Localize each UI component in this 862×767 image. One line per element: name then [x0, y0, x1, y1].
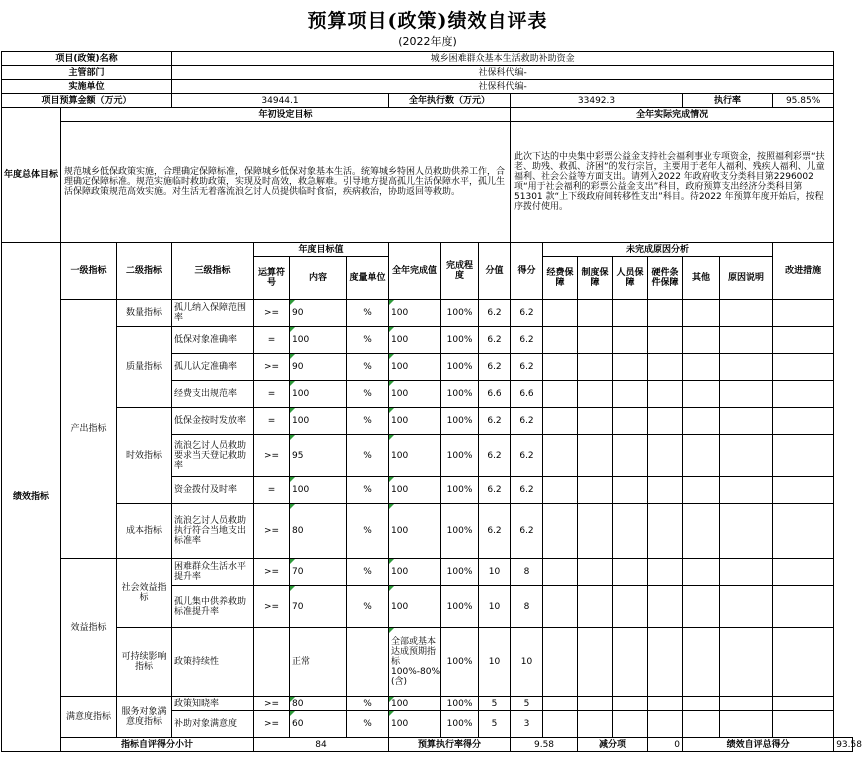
header-reason-group: 未完成原因分析 — [543, 243, 773, 257]
indicator-score-value: 6.6 — [479, 381, 511, 408]
dept-label: 主管部门 — [2, 66, 172, 80]
indicator-name: 政策持续性 — [172, 628, 254, 697]
indicator-target: 95 — [290, 435, 347, 477]
actual-goal-header: 全年实际完成情况 — [511, 108, 834, 122]
header-reason-funds: 经费保障 — [543, 257, 578, 300]
indicator-unit: % — [347, 504, 389, 559]
total-value: 93.58 — [834, 738, 853, 752]
indicator-score: 6.2 — [511, 477, 543, 504]
indicator-degree: 100% — [441, 435, 479, 477]
indicator-degree: 100% — [441, 327, 479, 354]
indicator-name: 补助对象满意度 — [172, 711, 254, 738]
indicator-name: 孤儿纳入保障范围率 — [172, 300, 254, 327]
indicator-unit — [347, 628, 389, 697]
indicator-operator: >= — [254, 711, 290, 738]
indicator-unit: % — [347, 300, 389, 327]
indicator-unit: % — [347, 559, 389, 586]
goals-label: 年度总体目标 — [2, 108, 61, 243]
indicator-complete-value: 100 — [389, 697, 441, 711]
indicator-operator: = — [254, 327, 290, 354]
indicator-name: 孤儿集中供养救助标准提升率 — [172, 586, 254, 628]
indicator-score-value: 6.2 — [479, 504, 511, 559]
indicator-score: 6.2 — [511, 327, 543, 354]
indicator-degree: 100% — [441, 628, 479, 697]
indicator-unit: % — [347, 435, 389, 477]
indicator-unit: % — [347, 327, 389, 354]
subgroup-satisfaction: 服务对象满意度指标 — [117, 697, 172, 738]
indicator-score: 5 — [511, 697, 543, 711]
indicator-target: 100 — [290, 327, 347, 354]
header-reason-note: 原因说明 — [720, 257, 773, 300]
subgroup-timeliness: 时效指标 — [117, 408, 172, 504]
indicator-score: 6.2 — [511, 408, 543, 435]
indicator-score-value: 6.2 — [479, 354, 511, 381]
indicator-score: 6.2 — [511, 300, 543, 327]
indicator-degree: 100% — [441, 697, 479, 711]
indicator-complete-value: 全部或基本达成预期指标100%-80%(含) — [389, 628, 441, 697]
indicator-degree: 100% — [441, 408, 479, 435]
indicator-score: 10 — [511, 628, 543, 697]
rate-value: 95.85% — [773, 94, 834, 108]
subtotal-label: 指标自评得分小计 — [61, 738, 254, 752]
indicator-operator: >= — [254, 435, 290, 477]
indicator-score-value: 6.2 — [479, 477, 511, 504]
header-unit: 度量单位 — [347, 257, 389, 300]
project-label: 项目(政策)名称 — [2, 52, 172, 66]
indicator-score-value: 6.2 — [479, 408, 511, 435]
initial-goal-header: 年初设定目标 — [61, 108, 511, 122]
indicator-score: 6.6 — [511, 381, 543, 408]
indicator-name: 困难群众生活水平提升率 — [172, 559, 254, 586]
subgroup-sustain: 可持续影响指标 — [117, 628, 172, 697]
header-l3: 三级指标 — [172, 243, 254, 300]
indicator-score-value: 6.2 — [479, 300, 511, 327]
indicator-target: 80 — [290, 504, 347, 559]
header-reason-staff: 人员保障 — [613, 257, 648, 300]
total-label: 绩效自评总得分 — [683, 738, 834, 752]
indicator-name: 低保对象准确率 — [172, 327, 254, 354]
subgroup-social: 社会效益指标 — [117, 559, 172, 628]
indicator-target: 70 — [290, 559, 347, 586]
header-complete-value: 全年完成值 — [389, 243, 441, 300]
project-value: 城乡困难群众基本生活救助补助资金 — [172, 52, 834, 66]
indicator-target: 100 — [290, 381, 347, 408]
indicator-unit: % — [347, 711, 389, 738]
indicator-complete-value: 100 — [389, 586, 441, 628]
indicator-score-value: 5 — [479, 697, 511, 711]
initial-goal-text: 规范城乡低保政策实施，合理确定保障标准，保障城乡低保对象基本生活。统筹城乡特困人员救助供养工作，合理确定保障标准。规范实施临时救助政策，实现及时高效，救急解难。引导地方提高孤儿生活保障水平，孤儿生活保障政策规范高效实施。对生活无着落流浪乞讨人员提供临时食宿，疾病救治，协助返回等救助。 — [61, 122, 511, 243]
indicator-unit: % — [347, 408, 389, 435]
header-reason-hardware: 硬件条件保障 — [648, 257, 683, 300]
header-reason-other: 其他 — [683, 257, 720, 300]
indicator-score: 6.2 — [511, 354, 543, 381]
header-target-group: 年度目标值 — [254, 243, 389, 257]
perf-label: 绩效指标 — [2, 243, 61, 752]
actual-goal-text: 此次下达的中央集中彩票公益金支持社会福利事业专项资金，按照福利彩票“扶老、助残、救孤、济困”的发行宗旨，主要用于老年人福利、残疾人福利、儿童福利、社会公益等方面支出。请列入2022 年政府收支分类科目第2296002 项“用于社会福利的彩票公益金支出”科目，政府预算支出经济分类科目第51301 款“上下级政府间转移性支出”科目。待2022 年预算年度开始后，按程序拨付使用。 — [511, 122, 834, 243]
indicator-degree: 100% — [441, 504, 479, 559]
indicator-name: 流浪乞讨人员救助要求当天登记救助率 — [172, 435, 254, 477]
subgroup-quality: 质量指标 — [117, 327, 172, 408]
indicator-complete-value: 100 — [389, 504, 441, 559]
unit-value: 社保科代编- — [172, 80, 834, 94]
indicator-complete-value: 100 — [389, 327, 441, 354]
indicator-name: 经费支出规范率 — [172, 381, 254, 408]
header-op: 运算符号 — [254, 257, 290, 300]
indicator-operator: >= — [254, 697, 290, 711]
indicator-operator: >= — [254, 586, 290, 628]
indicator-target: 正常 — [290, 628, 347, 697]
subgroup-cost: 成本指标 — [117, 504, 172, 559]
group-benefit: 效益指标 — [61, 559, 117, 697]
unit-label: 实施单位 — [2, 80, 172, 94]
indicator-name: 低保金按时发放率 — [172, 408, 254, 435]
indicator-degree: 100% — [441, 711, 479, 738]
budget-value: 34944.1 — [172, 94, 389, 108]
indicator-target: 100 — [290, 408, 347, 435]
indicator-operator: >= — [254, 559, 290, 586]
indicator-operator: >= — [254, 354, 290, 381]
indicator-complete-value: 100 — [389, 477, 441, 504]
indicator-score: 6.2 — [511, 504, 543, 559]
deduct-label: 减分项 — [578, 738, 648, 752]
dept-value: 社保科代编- — [172, 66, 834, 80]
indicator-operator: >= — [254, 300, 290, 327]
indicator-operator — [254, 628, 290, 697]
indicator-score: 6.2 — [511, 435, 543, 477]
rate-label: 执行率 — [683, 94, 773, 108]
indicator-degree: 100% — [441, 300, 479, 327]
indicator-degree: 100% — [441, 477, 479, 504]
indicator-complete-value: 100 — [389, 381, 441, 408]
indicator-target: 90 — [290, 354, 347, 381]
indicator-degree: 100% — [441, 381, 479, 408]
header-score: 得分 — [511, 243, 543, 300]
indicator-complete-value: 100 — [389, 408, 441, 435]
indicator-score-value: 10 — [479, 586, 511, 628]
group-output: 产出指标 — [61, 300, 117, 559]
indicator-complete-value: 100 — [389, 559, 441, 586]
indicator-score-value: 5 — [479, 711, 511, 738]
exec-label: 全年执行数（万元） — [389, 94, 511, 108]
indicator-name: 流浪乞讨人员救助执行符合当地支出标准率 — [172, 504, 254, 559]
evaluation-table — [1, 51, 862, 752]
indicator-unit: % — [347, 381, 389, 408]
indicator-target: 90 — [290, 300, 347, 327]
indicator-target: 80 — [290, 697, 347, 711]
header-l1: 一级指标 — [61, 243, 117, 300]
indicator-complete-value: 100 — [389, 435, 441, 477]
indicator-score-value: 6.2 — [479, 435, 511, 477]
indicator-name: 资金拨付及时率 — [172, 477, 254, 504]
group-satisfaction: 满意度指标 — [61, 697, 117, 738]
indicator-score: 8 — [511, 586, 543, 628]
indicator-name: 孤儿认定准确率 — [172, 354, 254, 381]
indicator-score: 8 — [511, 559, 543, 586]
deduct-value: 0 — [648, 738, 683, 752]
indicator-name: 政策知晓率 — [172, 697, 254, 711]
indicator-degree: 100% — [441, 559, 479, 586]
indicator-score-value: 10 — [479, 559, 511, 586]
exec-score-value: 9.58 — [511, 738, 578, 752]
subtotal-value: 84 — [254, 738, 389, 752]
indicator-score-value: 6.2 — [479, 327, 511, 354]
budget-label: 项目预算金额（万元） — [2, 94, 172, 108]
header-score-value: 分值 — [479, 243, 511, 300]
indicator-degree: 100% — [441, 354, 479, 381]
indicator-unit: % — [347, 697, 389, 711]
header-l2: 二级指标 — [117, 243, 172, 300]
header-content: 内容 — [290, 257, 347, 300]
indicator-unit: % — [347, 354, 389, 381]
indicator-operator: = — [254, 408, 290, 435]
indicator-complete-value: 100 — [389, 354, 441, 381]
indicator-score: 3 — [511, 711, 543, 738]
indicator-target: 100 — [290, 477, 347, 504]
indicator-degree: 100% — [441, 586, 479, 628]
indicator-unit: % — [347, 586, 389, 628]
page-year: (2022年度) — [398, 35, 457, 48]
exec-score-label: 预算执行率得分 — [389, 738, 511, 752]
header-complete-degree: 完成程度 — [441, 243, 479, 300]
indicator-complete-value: 100 — [389, 711, 441, 738]
indicator-target: 70 — [290, 586, 347, 628]
indicator-operator: = — [254, 381, 290, 408]
indicator-target: 60 — [290, 711, 347, 738]
exec-value: 33492.3 — [511, 94, 683, 108]
header-reason-system: 制度保障 — [578, 257, 613, 300]
indicator-score-value: 10 — [479, 628, 511, 697]
indicator-unit: % — [347, 477, 389, 504]
header-improve: 改进措施 — [773, 243, 834, 300]
subgroup-quantity: 数量指标 — [117, 300, 172, 327]
indicator-operator: >= — [254, 504, 290, 559]
indicator-operator: = — [254, 477, 290, 504]
indicator-complete-value: 100 — [389, 300, 441, 327]
page-title: 预算项目(政策)绩效自评表 — [307, 10, 548, 32]
